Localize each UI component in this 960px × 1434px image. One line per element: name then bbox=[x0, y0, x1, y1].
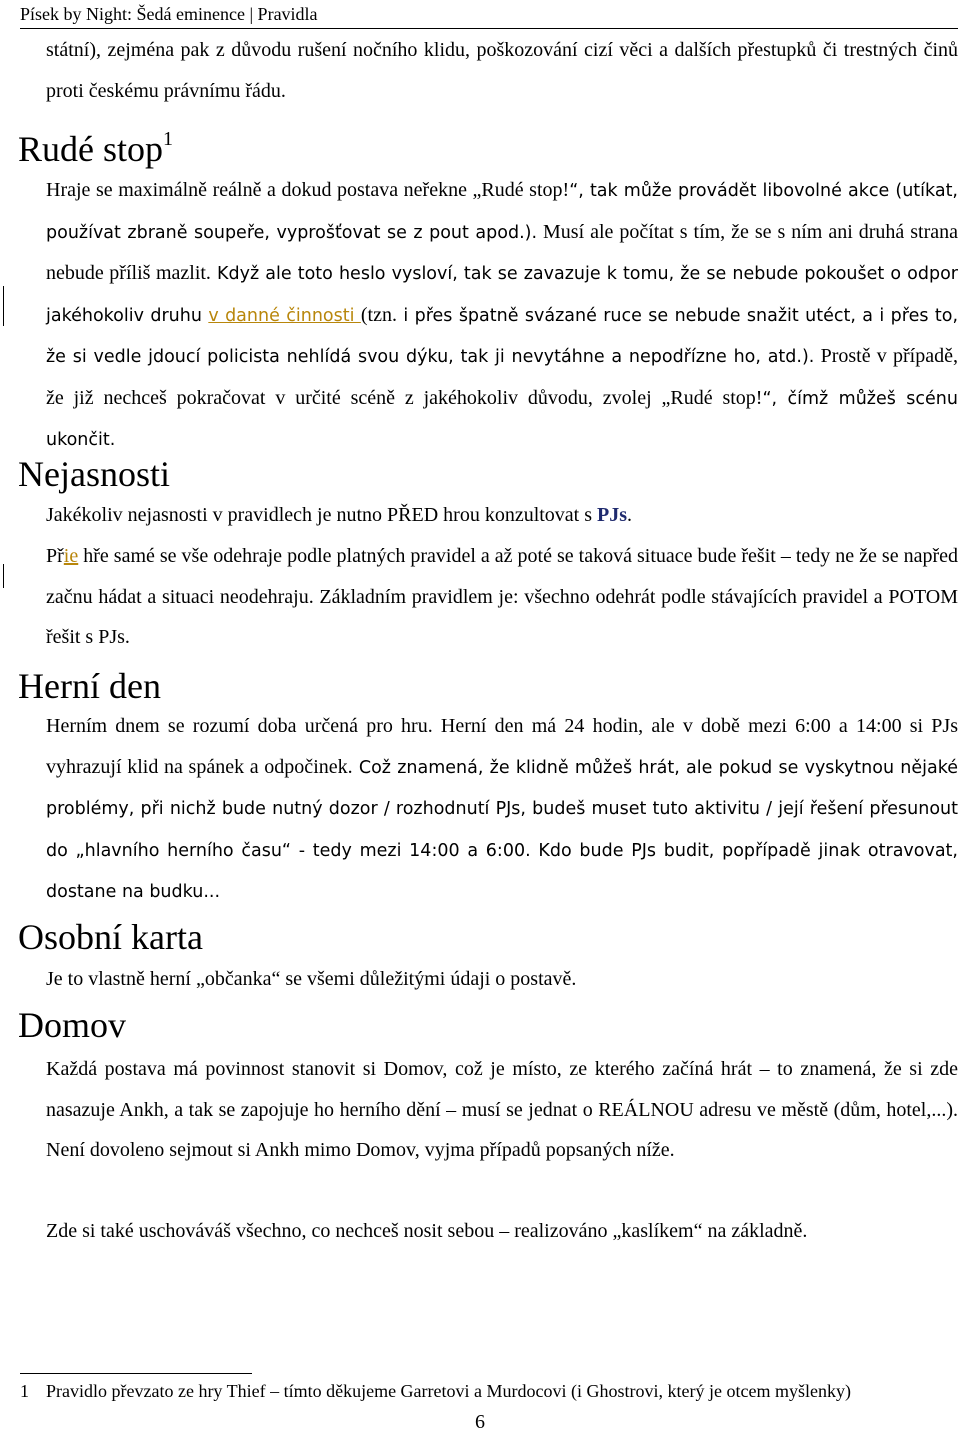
osobni-karta-text: Je to vlastně herní „občanka“ se všemi důležitými údaji o postavě. bbox=[46, 968, 577, 990]
domov-paragraph-1 bbox=[46, 1049, 958, 1211]
herni-den-ellipsis: ... bbox=[203, 882, 221, 902]
rude-stop-text-8: Prostě v případě, že již nechceš pokračovat v určité scéně z jakéhokoliv důvodu, zvolej „Rudé stop! bbox=[46, 345, 958, 409]
heading-rude-stop-text: Rudé stop bbox=[18, 129, 164, 169]
footnote-ref[interactable]: 1 bbox=[163, 128, 174, 150]
intro-line-2: trestných činů proti českému právnímu řádu. bbox=[46, 39, 958, 102]
nejasnosti-text-1-end: . bbox=[627, 504, 633, 526]
intro-line-1: státní), zejména pak z důvodu rušení nočního klidu, poškozování cizí věci a dalších přestupků či bbox=[46, 39, 838, 61]
footnote-separator bbox=[20, 1373, 252, 1374]
running-header: Písek by Night: Šedá eminence | Pravidla bbox=[20, 4, 318, 24]
nejasnosti-text-1: Jakékoliv nejasnosti v pravidlech je nutno PŘED hrou konzultovat s bbox=[46, 504, 598, 526]
heading-rude-stop bbox=[18, 129, 960, 170]
rude-stop-text-1: Hraje se maximálně reálně a dokud postava neřekne „Rudé stop! bbox=[46, 179, 570, 201]
heading-nejasnosti: Nejasnosti bbox=[18, 454, 170, 494]
osobni-karta-paragraph bbox=[46, 959, 958, 1004]
pjs-label: PJs bbox=[597, 504, 628, 526]
domov-paragraph-2 bbox=[46, 1211, 958, 1252]
revision-inserted-text: v danné činnosti bbox=[208, 305, 361, 326]
domov-text-1: Každá postava má povinnost stanovit si Domov, což je místo, ze kterého začíná hrát – to znamená, že si zde nasazuje Ankh, a tak se zapojuje ho herního dění – musí se jednat o REÁLNOU adresu ve městě (dům, hotel,...). Není dovoleno sejmout si Ankh mimo Domov, vyjma případů popsaných níže. bbox=[46, 1058, 958, 1161]
rude-stop-text-4: Když ale toto heslo vysloví, tak se zavazuje k tomu, že se nebude pokoušet o odpor jakéhokoliv druhu bbox=[46, 264, 958, 326]
heading-osobni-karta: Osobní karta bbox=[18, 917, 203, 957]
nejasnosti-text-2c: hře samé se vše odehraje podle platných pravidel a až poté se taková situace bude řešit – tedy ne že se napřed začnu hádat a situaci neodehraju. Základním pravidlem je: všechno odehrát podle stávajících pravidel a POTOM řešit s PJs. bbox=[46, 545, 958, 648]
footnote-number: 1 bbox=[20, 1381, 29, 1401]
revision-inserted-letters: ie bbox=[63, 545, 79, 567]
rude-stop-text-7: i přes špatně svázané ruce se nebude snažit utéct, a i přes to, že si vedle jdoucí policista nehlídá svou dýku, tak ji nevytáhne a nepodřízne ho, atd.). bbox=[46, 305, 959, 367]
rude-stop-paragraph bbox=[46, 170, 958, 455]
heading-domov: Domov bbox=[18, 1005, 126, 1045]
nejasnosti-text-2a: Př bbox=[46, 545, 64, 567]
intro-paragraph bbox=[46, 30, 958, 111]
page-body bbox=[0, 30, 960, 1252]
herni-den-paragraph bbox=[46, 706, 958, 914]
nejasnosti-paragraph-1 bbox=[46, 495, 958, 536]
footnote bbox=[20, 1380, 851, 1402]
herni-den-text-2: Což znamená, že klidně můžeš hrát, ale pokud se vyskytnou nějaké problémy, při nichž bude nutný dozor / rozhodnutí PJs, budeš muset tuto aktivitu / její řešení přesunout do „hlavního herního času“ - tedy mezi 14:00 a 6:00. Kdo bude PJs budit, popřípadě jinak otravovat, dostane na budku bbox=[46, 757, 958, 902]
rude-stop-text-9: “, čímž můžeš scénu ukončit. bbox=[46, 388, 958, 450]
footnote-text: Pravidlo převzato ze hry Thief – tímto děkujeme Garretovi a Murdocovi (i Ghostrovi, který je otcem myšlenky) bbox=[46, 1381, 851, 1401]
nejasnosti-paragraph-2 bbox=[46, 536, 958, 658]
header-rule bbox=[20, 28, 958, 29]
herni-den-text-1: Herním dnem se rozumí doba určená pro hru. Herní den má 24 hodin, ale v době mezi 6:00 a 14:00 si PJs vyhrazují klid na spánek a odpočinek. bbox=[46, 715, 958, 778]
heading-herni-den: Herní den bbox=[18, 666, 161, 706]
domov-text-2: Zde si také uschováváš všechno, co nechceš nosit sebou – realizováno „kaslíkem“ na základně. bbox=[46, 1220, 808, 1242]
rude-stop-text-2: “, tak může provádět libovolné akce (utíkat, používat zbraně soupeře, vyprošťovat se z pout apod.). bbox=[46, 181, 958, 243]
page-number: 6 bbox=[475, 1411, 485, 1433]
rude-stop-text-3: Musí ale počítat s tím, že se s ním ani druhá strana nebude příliš mazlit. bbox=[46, 220, 958, 284]
rude-stop-text-6: (tzn. bbox=[360, 303, 397, 326]
